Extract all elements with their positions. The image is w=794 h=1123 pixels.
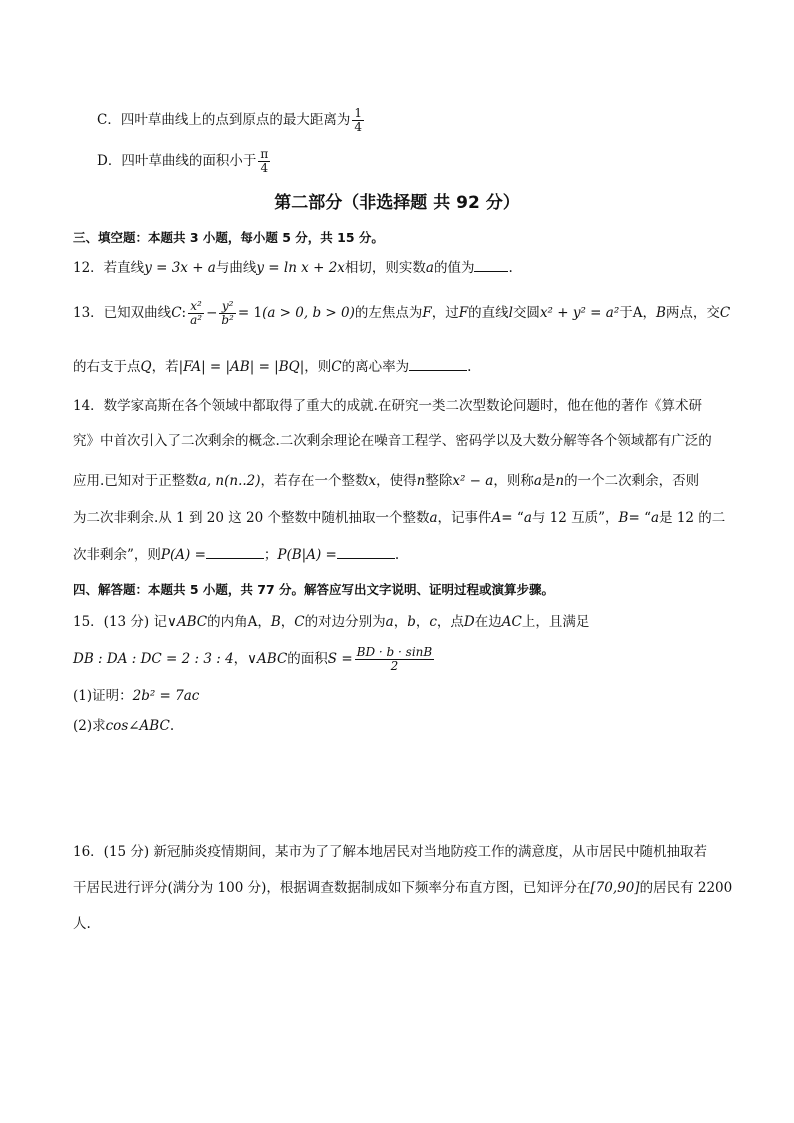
question-15-line-1: 15．(13 分) 记∨ABC的内角A，B，C的对边分别为a，b，c，点D在边AC上，且满足 <box>73 614 590 630</box>
question-15-line-2: DB : DA : DC = 2 : 3 : 4，∨ABC的面积S = $\frac{BD \cdot b \cdot \sin B}{2}$ <box>73 645 433 673</box>
question-16-line-1: 16．(15 分) 新冠肺炎疫情期间，某市为了了解本地居民对当地防疫工作的满意度，从市居民中随机抽取若 <box>73 844 707 860</box>
q13-x-fraction: $\frac{\text{x²}}{\text{a²}}$ <box>190 299 203 327</box>
question-14-line-5: 次非剩余”，则P(A) = ；P(B|A) = . <box>73 547 400 563</box>
question-13-line-2: 的右支于点Q，若|FA| = |AB| = |BQ|，则C的离心率为 . <box>73 359 472 375</box>
q13-condition: (a > 0, b > 0) <box>262 305 355 321</box>
question-14-line-1: 14．数学家高斯在各个领域中都取得了重大的成就.在研究一类二次型数论问题时，他在他的著作《算术研 <box>73 398 702 414</box>
option-d <box>97 148 728 175</box>
q13-relation: |FA| = |AB| = |BQ| <box>178 359 305 375</box>
question-15-part-1: (1)证明：2b² = 7ac <box>73 688 200 704</box>
question-14-line-2: 究》中首次引入了二次剩余的概念.二次剩余理论在噪音工程学、密码学以及大数分解等各个领域都有广泛的 <box>73 433 712 449</box>
option-c <box>97 107 728 134</box>
question-16-line-2: 干居民进行评分(满分为 100 分)，根据调查数据制成如下频率分布直方图，已知评分在[70,90]的居民有 2200 <box>73 880 733 896</box>
part-title: 第二部分（非选择题 共 92 分） <box>274 193 520 213</box>
q13-answer-blank[interactable] <box>409 358 467 371</box>
question-12: 12．若直线y = 3x + a与曲线y = ln x + 2x相切，则实数a的值为 . <box>73 260 513 276</box>
q13-y-fraction: $\frac{\text{y²}}{\text{b²}}$ <box>221 299 234 327</box>
option-c-text: C．四叶草曲线上的点到原点的最大距离为 <box>97 112 351 128</box>
q12-answer-blank[interactable] <box>474 259 508 272</box>
option-d-fraction: $\frac{\pi}{4}$ <box>260 147 269 175</box>
question-13-line-1: 13．已知双曲线C: $\frac{\text{x²}}{\text{a²}}$ − $\frac{\text{y²}}{\text{b²}}$ = 1(a > 0, b > 0)的左焦点为F，过F的直线l交圆x² + y² = a²于A，B两点，交C <box>73 299 731 327</box>
question-16-line-3: 人. <box>73 916 91 932</box>
section-3-heading: 三、填空题：本题共 3 小题，每小题 5 分，共 15 分。 <box>73 230 384 245</box>
q14-answer-blank-2[interactable] <box>337 546 395 559</box>
q13-circle-eq: x² + y² = a² <box>539 305 620 321</box>
q12-curve-eq: y = ln x + 2x <box>256 260 345 276</box>
question-14-line-4: 为二次非剩余.从 1 到 20 这 20 个整数中随机抽取一个整数a，记事件A= “a与 12 互质”，B= “a是 12 的二 <box>73 510 726 526</box>
option-c-fraction: $\frac{1}{4}$ <box>354 106 362 134</box>
section-4-heading: 四、解答题：本题共 5 小题，共 77 分。解答应写出文字说明、证明过程或演算步骤。 <box>73 582 555 597</box>
question-14-line-3: 应用.已知对于正整数a, n(n..2)，若存在一个整数x，使得n整除x² − a，则称a是n的一个二次剩余，否则 <box>73 473 700 489</box>
q12-line-eq: y = 3x + a <box>144 260 216 276</box>
q14-answer-blank-1[interactable] <box>206 546 264 559</box>
question-15-part-2: (2)求cos∠ABC. <box>73 718 175 734</box>
q15-area-fraction: $\frac{BD \cdot b \cdot \sin B}{2}$ <box>356 645 433 673</box>
option-d-text: D．四叶草曲线的面积小于 <box>97 153 257 169</box>
